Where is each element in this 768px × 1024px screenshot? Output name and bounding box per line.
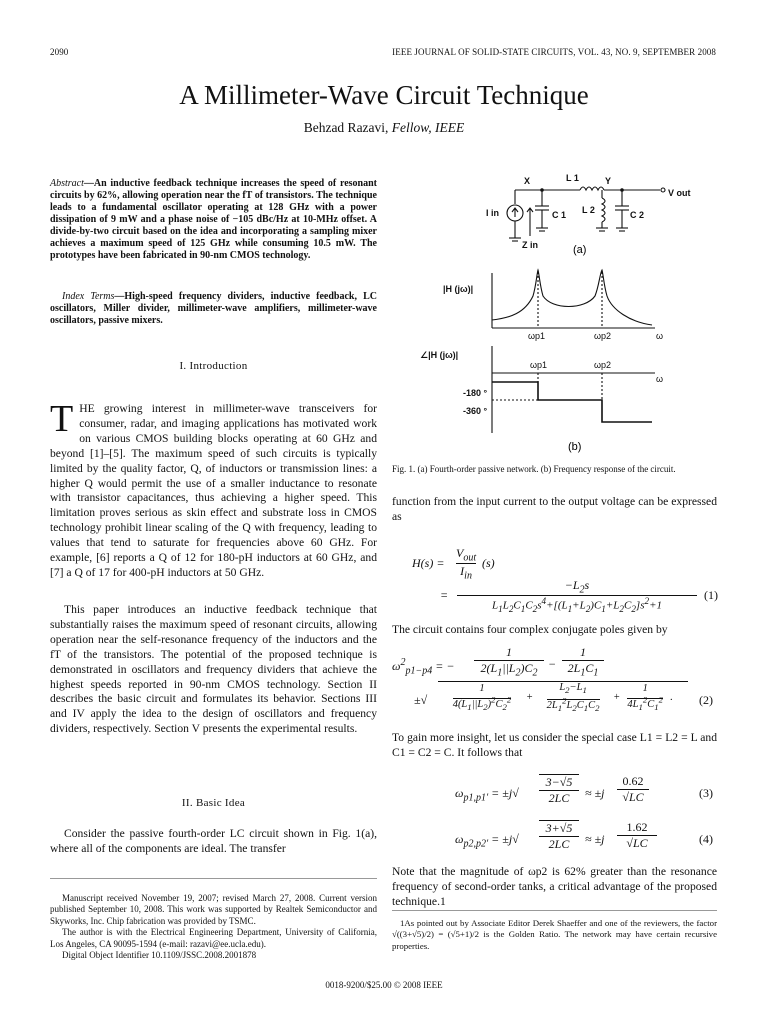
section-heading-introduction: I. Introduction bbox=[179, 360, 248, 372]
intro-paragraph-1: THE growing interest in millimeter-wave transceivers for consumer, radar, and imaging applications has motivated work on various CMOS building blocks operating at 60 GHz and beyond [1]–[5]. The maximum speed of such circuits is typically limited by the quality factor, Q, of inductors or transmission lines: a higher Q would permit the use of a smaller inductance to resonate with transistor capacitances, thus achieving a higher speed. This limitation proves serious as skin effect and substrate loss in CMOS technology prohibit linear scaling of the Q with frequency, leading to values that tend to saturate for frequencies above 60 GHz. For example, [6] reports a Q of 12 for 180-pH inductors at 60 GHz, and [7] a Q of 17 for 400-pH inductors at 50 GHz. bbox=[50, 398, 377, 579]
abstract bbox=[50, 178, 377, 262]
phase-axis-label: ∠|H (jω)| bbox=[420, 350, 459, 360]
abstract-label: Abstract bbox=[50, 178, 84, 189]
golden-ratio-footnote: 1As pointed out by Associate Editor Derek Shaeffer and one of the reviewers, the factor √((3+√5)/2) = (√5+1)/2 is the Golden Ratio. The network may have certain recursive properties. bbox=[392, 918, 717, 951]
l1-label: L 1 bbox=[566, 173, 579, 183]
eq1-number: (1) bbox=[704, 588, 718, 602]
figure-label-a: (a) bbox=[573, 244, 587, 256]
phase-plot bbox=[492, 346, 655, 433]
poles-intro: The circuit contains four complex conjugate poles given by bbox=[392, 623, 668, 636]
paper-title: A Millimeter-Wave Circuit Technique bbox=[179, 80, 589, 110]
manuscript-footnote: Manuscript received November 19, 2007; revised March 27, 2008. Current version published September 10, 2008. This work was supported by Realtek Semiconductor and Skyworks, Inc. Chip fabrication was provided by TSMC. The author is with the Electrical Engineering Department, University of California, Los Angeles, CA 90095-1594 (e-mail: razavi@ee.ucla.edu). Digital Object Identifier 10.1109/JSSC.2008.2001878 bbox=[50, 893, 377, 961]
page-number: 2090 bbox=[50, 47, 69, 57]
iin-label: I in bbox=[486, 208, 499, 218]
index-terms-text: —High-speed frequency dividers, inductive feedback, LC oscillators, Miller divider, millimeter-wave amplifiers, millimeter-wave oscillators, passive mixers. bbox=[50, 291, 377, 326]
copyright-line: 0018-9200/$25.00 © 2008 IEEE bbox=[325, 980, 443, 990]
author-grade: Fellow, IEEE bbox=[391, 120, 465, 135]
footnote-rule bbox=[50, 878, 377, 879]
drop-cap: T bbox=[50, 398, 74, 440]
right-footnote-rule bbox=[392, 910, 717, 911]
minus-360-label: -360 ° bbox=[463, 406, 488, 416]
index-terms bbox=[50, 291, 377, 327]
section-heading-basic-idea: II. Basic Idea bbox=[181, 797, 246, 809]
equation-4: $\omega_{p2,p2'} = \pm j√$ 3+√5 2LC ≈ ±j 1.62 √LC (4) bbox=[455, 820, 713, 851]
omega-label-bottom: ω bbox=[656, 374, 664, 384]
journal-header: IEEE JOURNAL OF SOLID-STATE CIRCUITS, VOL. 43, NO. 9, SEPTEMBER 2008 bbox=[392, 47, 716, 57]
magnitude-axis-label: |H (jω)| bbox=[443, 284, 474, 294]
special-case-intro: To gain more insight, let us consider the special case L1 = L2 = L and C1 = C2 = C. It follows that bbox=[392, 731, 717, 759]
wp2-label-bottom: ωp2 bbox=[594, 360, 612, 370]
l2-label: L 2 bbox=[582, 205, 595, 215]
equation-1: H(s) = $V_{out}$ $I_{in}$ (s) = $-L_2s$ $L_1L_2C_1C_2s^4+[(L_1+L_2)C_1+L_2C_2]s^2+1$ (1) bbox=[412, 546, 718, 615]
omega-label-top: ω bbox=[656, 331, 664, 341]
figure-1 bbox=[420, 168, 730, 458]
c2-label: C 2 bbox=[630, 210, 645, 220]
wp1-label-top: ωp1 bbox=[528, 331, 546, 341]
figure-label-b: (b) bbox=[568, 441, 582, 453]
wp2-label-top: ωp2 bbox=[594, 331, 612, 341]
c1-label: C 1 bbox=[552, 210, 567, 220]
figure-caption: Fig. 1. (a) Fourth-order passive network. (b) Frequency response of the circuit. bbox=[392, 464, 676, 474]
eq3-number: (3) bbox=[699, 786, 713, 800]
eq2-number: (2) bbox=[699, 693, 713, 707]
transfer-function-intro: function from the input current to the output voltage can be expressed as bbox=[392, 495, 717, 523]
equation-3: $\omega_{p1,p1'} = \pm j√$ 3−√5 2LC ≈ ±j 0.62 √LC (3) bbox=[455, 774, 713, 805]
basic-idea-paragraph: Consider the passive fourth-order LC circuit shown in Fig. 1(a), where all of the components are ideal. The transfer bbox=[50, 827, 377, 855]
minus-180-label: -180 ° bbox=[463, 388, 488, 398]
author-name: Behzad Razavi, bbox=[303, 120, 389, 135]
magnitude-plot bbox=[492, 270, 655, 328]
node-x-label: X bbox=[524, 176, 531, 186]
equation-2: $\omega^2_{p1-p4}$ = − 1 $2(L_1||L_2)C_2$ − 1 $2L_1C_1$ ±√ $\frac{1}{4(L_1||L_2)^2C_2^2}+\frac{L_2-L_1}{2L_1^2L_2C_1C_2}+\frac{1}{4L_1^2C_1^2}$. (2) bbox=[392, 645, 713, 713]
magnitude-note: Note that the magnitude of ωp2 is 62% greater than the resonance frequency of second-order tanks, a critical advantage of the proposed technique.1 bbox=[392, 865, 717, 908]
intro-paragraph-2: This paper introduces an inductive feedback technique that substantially raises the maximum speed of resonant circuits, allowing operation near the self-resonance frequency of the inductors and the fT of the transistors. The potential of the proposed technique is demonstrated in oscillators and frequency dividers that achieve the highest speeds reported in 90-nm CMOS technology. Section II describes the basic circuit and formulates its behavior. Sections III and IV apply the idea to the design of oscillators and frequency dividers, respectively. Section V presents the experimental results. bbox=[50, 603, 377, 736]
wp1-label-bottom: ωp1 bbox=[530, 360, 548, 370]
zin-label: Z in bbox=[522, 240, 538, 250]
abstract-text: —An inductive feedback technique increases the speed of resonant circuits by 62%, allowing operation near the fT of transistors. The technique leads to a fundamental oscillator operating at 128 GHz with a power dissipation of 9 mW and a phase noise of −105 dBc/Hz at 10-MHz offset. A divide-by-two circuit based on the idea and incorporating a sampling mixer achieves a maximum speed of 125 GHz while consuming 10.5 mW. The prototypes have been fabricated in 90-nm CMOS technology. bbox=[50, 178, 377, 261]
eq4-number: (4) bbox=[699, 832, 713, 846]
node-y-label: Y bbox=[605, 176, 612, 186]
index-terms-label: Index Terms bbox=[62, 291, 115, 302]
author-line bbox=[0, 120, 768, 136]
vout-label: V out bbox=[668, 188, 691, 198]
